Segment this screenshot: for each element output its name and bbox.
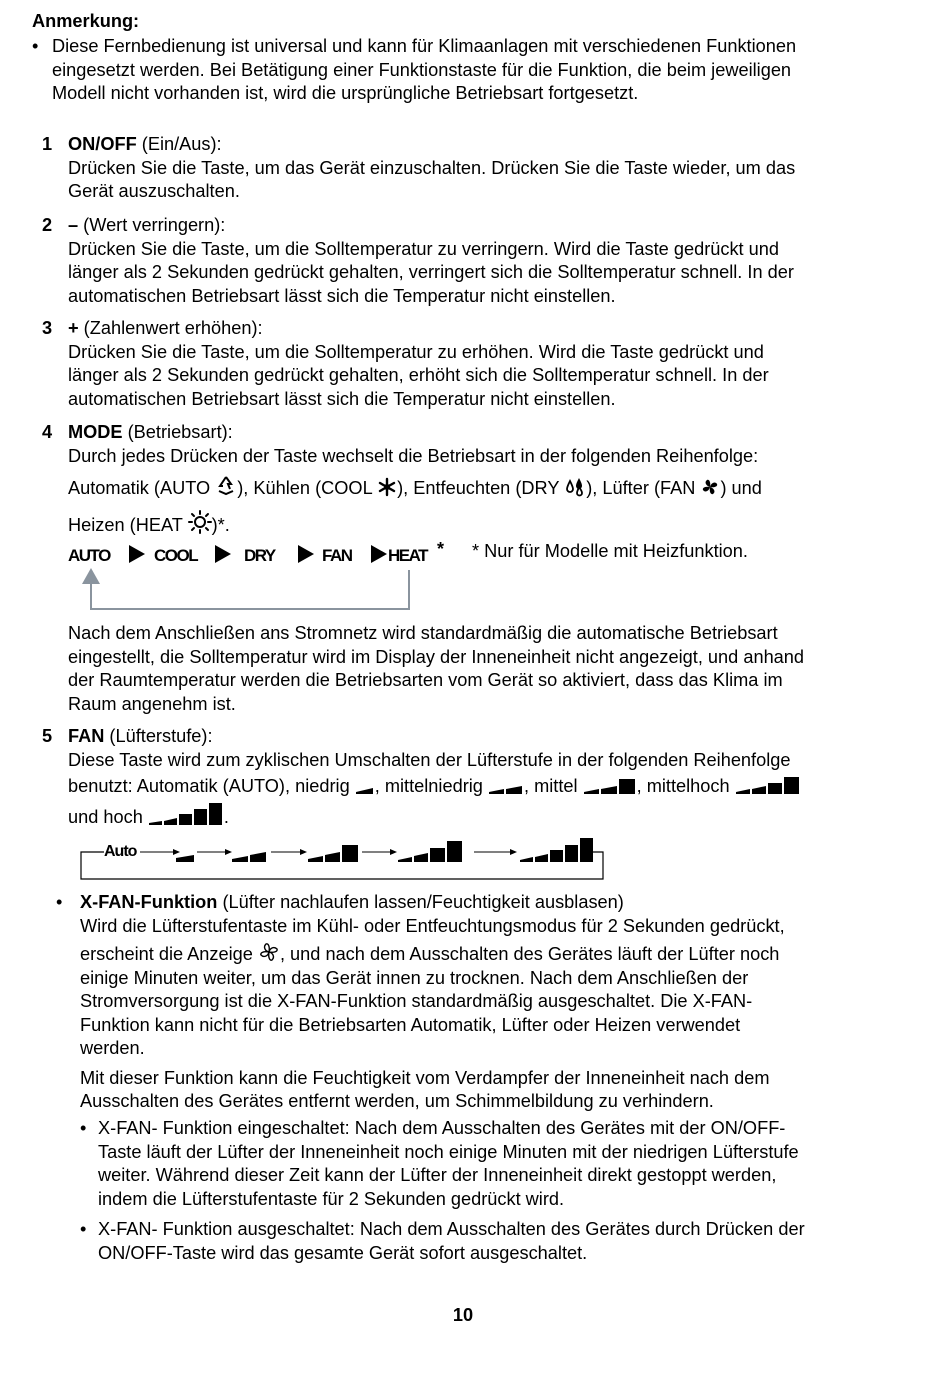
bullet-marker: •	[56, 892, 63, 912]
item-fan	[42, 725, 902, 829]
item-number: 4	[42, 422, 53, 442]
fan-level-low-icon	[355, 779, 375, 795]
sequence-footnote-marker: *	[437, 539, 445, 559]
droplets-icon	[564, 475, 586, 497]
item-line: Durch jedes Drücken der Taste wechselt die Betriebsart in der folgenden Reihenfolge:	[68, 445, 759, 466]
page-number: 10	[452, 1305, 474, 1325]
sequence-dry-label: DRY	[244, 546, 275, 565]
note-text	[52, 35, 796, 106]
fan-level-medium-high-icon	[735, 775, 801, 795]
xfan-off-bullet	[80, 1218, 900, 1265]
modes-text: ) und	[720, 478, 762, 498]
item-line: länger als 2 Sekunden gedrückt gehalten, erhöht sich die Solltemperatur schnell. In der	[68, 365, 769, 385]
levels-text: , mittelniedrig	[374, 776, 488, 796]
item-line: der Raumtemperatur werden die Betriebsarten vom Gerät so aktiviert, dass das Klima im	[68, 670, 783, 690]
levels-text: und hoch	[68, 806, 148, 827]
fan-icon	[700, 477, 720, 497]
item-line: länger als 2 Sekunden gedrückt gehalten, verringert sich die Solltemperatur schnell. In der	[68, 262, 794, 282]
xfan-on-bullet	[80, 1117, 900, 1211]
levels-line	[68, 775, 902, 799]
item-line: automatischen Betriebsart lässt sich die Temperatur nicht einstellen.	[68, 388, 616, 409]
key-name: +	[68, 318, 79, 338]
fan-level-medium-low-icon	[488, 779, 524, 795]
modes-text: ), Lüfter (FAN	[586, 478, 701, 498]
item-line: Drücken Sie die Taste, um die Solltemperatur zu verringern. Wird die Taste gedrückt und	[68, 238, 780, 259]
item-line: Drücken Sie die Taste, um die Solltemperatur zu erhöhen. Wird die Taste gedrückt und	[68, 341, 764, 362]
return-arrow-icon	[68, 566, 428, 616]
item-line: Nach dem Anschließen ans Stromnetz wird standardmäßig die automatische Betriebsart	[68, 623, 778, 643]
item-number: 5	[42, 726, 53, 746]
key-name: ON/OFF	[68, 134, 137, 154]
sub-line: weiter. Während dieser Zeit kann der Lüfter der Inneneinheit direkt gestoppt werden,	[98, 1165, 777, 1185]
mode-explanation	[42, 622, 902, 716]
key-desc: (Wert verringern):	[78, 215, 226, 235]
note-bullet-row	[32, 35, 796, 106]
bullet-marker: •	[80, 1219, 87, 1239]
arrow-right-icon	[296, 544, 316, 564]
key-name: FAN	[68, 726, 105, 746]
levels-text: , mittel	[523, 776, 583, 796]
xfan-line: einige Minuten weiter, um das Gerät innen zu trocknen. Nach dem Anschließen der	[80, 967, 749, 988]
xfan-line: Wird die Lüfterstufentaste im Kühl- oder Entfeuchtungsmodus für 2 Sekunden gedrückt,	[80, 915, 785, 936]
key-desc: (Ein/Aus):	[136, 134, 222, 154]
sub-line: indem die Lüfterstufentaste für 2 Sekunden gedrückt wird.	[98, 1188, 565, 1209]
modes-text: Heizen (HEAT	[68, 514, 188, 535]
key-name: MODE	[68, 422, 123, 442]
item-line: Diese Taste wird zum zyklischen Umschalten der Lüfterstufe in der folgenden Reihenfolge	[68, 749, 791, 770]
item-line: Raum angenehm ist.	[68, 693, 236, 714]
levels-line	[68, 802, 902, 830]
key-desc: (Lüfterstufe):	[104, 726, 213, 746]
xfan-line: Stromversorgung ist die X-FAN-Funktion standardmäßig ausgeschaltet. Die X-FAN-	[80, 991, 753, 1011]
levels-text: benutzt: Automatik (AUTO), niedrig	[68, 776, 355, 796]
item-line: eingestellt, die Solltemperatur wird im Display der Inneneinheit nicht angezeigt, und anhand	[68, 646, 805, 667]
item-plus	[42, 317, 902, 411]
xfan-line: Funktion kann nicht für die Betriebsarten Automatik, Lüfter oder Heizen verwendet	[80, 1014, 741, 1035]
xfan-text: , und nach dem Ausschalten des Gerätes läuft der Lüfter noch	[279, 944, 780, 964]
note-title: Anmerkung:	[32, 11, 140, 31]
mode-sequence-diagram	[68, 536, 788, 616]
note-line: Diese Fernbedienung ist universal und kann für Klimaanlagen mit verschiedenen Funktionen	[52, 36, 797, 56]
modes-text: ), Kühlen (COOL	[237, 478, 378, 498]
bullet-marker: •	[80, 1118, 87, 1138]
xfan-text: erscheint die Anzeige	[80, 944, 258, 964]
item-number: 2	[42, 215, 53, 235]
key-desc: (Betriebsart):	[122, 422, 233, 442]
note-line: eingesetzt werden. Bei Betätigung einer Funktionstaste für die Funktion, die beim jeweiligen	[52, 59, 792, 80]
key-desc: (Zahlenwert erhöhen):	[78, 318, 263, 338]
sub-line: X-FAN- Funktion eingeschaltet: Nach dem Ausschalten des Gerätes mit der ON/OFF-	[98, 1118, 786, 1138]
sun-icon	[188, 510, 212, 534]
xfan-indicator-icon	[258, 941, 280, 963]
fan-auto-label: Auto	[104, 843, 137, 860]
arrow-right-icon	[369, 544, 389, 564]
sub-line: ON/OFF-Taste wird das gesamte Gerät sofort ausgeschaltet.	[98, 1242, 588, 1263]
auto-mode-icon	[215, 475, 237, 497]
arrow-right-icon	[127, 544, 147, 564]
snowflake-icon	[377, 477, 397, 497]
item-line: Drücken Sie die Taste, um das Gerät einzuschalten. Drücken Sie die Taste wieder, um das	[68, 157, 796, 178]
fan-level-sequence	[140, 836, 600, 866]
levels-text: , mittelhoch	[636, 776, 735, 796]
fan-level-medium-icon	[583, 777, 637, 795]
xfan-title-desc: (Lüfter nachlaufen lassen/Feuchtigkeit ausblasen)	[217, 892, 624, 912]
fan-level-diagram	[80, 836, 605, 882]
modes-text: )*.	[211, 514, 230, 535]
sequence-auto-label: AUTO	[68, 546, 110, 565]
item-line: Gerät auszuschalten.	[68, 181, 240, 201]
item-on-off	[42, 133, 902, 204]
bullet-marker: •	[32, 36, 39, 56]
sequence-heat-label: HEAT	[388, 546, 428, 565]
item-minus	[42, 214, 902, 308]
arrow-right-icon	[213, 544, 233, 564]
modes-line	[68, 510, 902, 538]
xfan-section	[56, 891, 900, 1114]
note-line: Modell nicht vorhanden ist, wird die ursprüngliche Betriebsart fortgesetzt.	[52, 83, 639, 103]
sub-line: Taste läuft der Lüfter der Inneneinheit noch einige Minuten mit der niedrigen Lüfterstufe	[98, 1141, 799, 1162]
fan-level-high-icon	[148, 802, 224, 826]
item-number: 3	[42, 318, 53, 338]
key-name: –	[68, 215, 79, 235]
sub-line: X-FAN- Funktion ausgeschaltet: Nach dem Ausschalten des Gerätes durch Drücken der	[98, 1219, 805, 1239]
xfan-indicator-line	[80, 941, 900, 967]
modes-line	[68, 475, 902, 501]
modes-text: ), Entfeuchten (DRY	[397, 478, 565, 498]
item-number: 1	[42, 134, 53, 154]
levels-text: .	[223, 806, 229, 827]
xfan-line: Mit dieser Funktion kann die Feuchtigkeit vom Verdampfer der Inneneinheit nach dem	[80, 1067, 770, 1088]
sequence-cool-label: COOL	[154, 546, 198, 565]
sequence-fan-label: FAN	[322, 546, 352, 565]
item-line: automatischen Betriebsart lässt sich die Temperatur nicht einstellen.	[68, 285, 616, 306]
item-mode	[42, 421, 902, 537]
xfan-line: Ausschalten des Gerätes entfernt werden, um Schimmelbildung zu verhindern.	[80, 1091, 714, 1111]
modes-text: Automatik (AUTO	[68, 478, 216, 498]
xfan-title: X-FAN-Funktion	[80, 892, 218, 912]
sequence-footnote: * Nur für Modelle mit Heizfunktion.	[472, 541, 748, 561]
xfan-line: werden.	[80, 1038, 145, 1058]
